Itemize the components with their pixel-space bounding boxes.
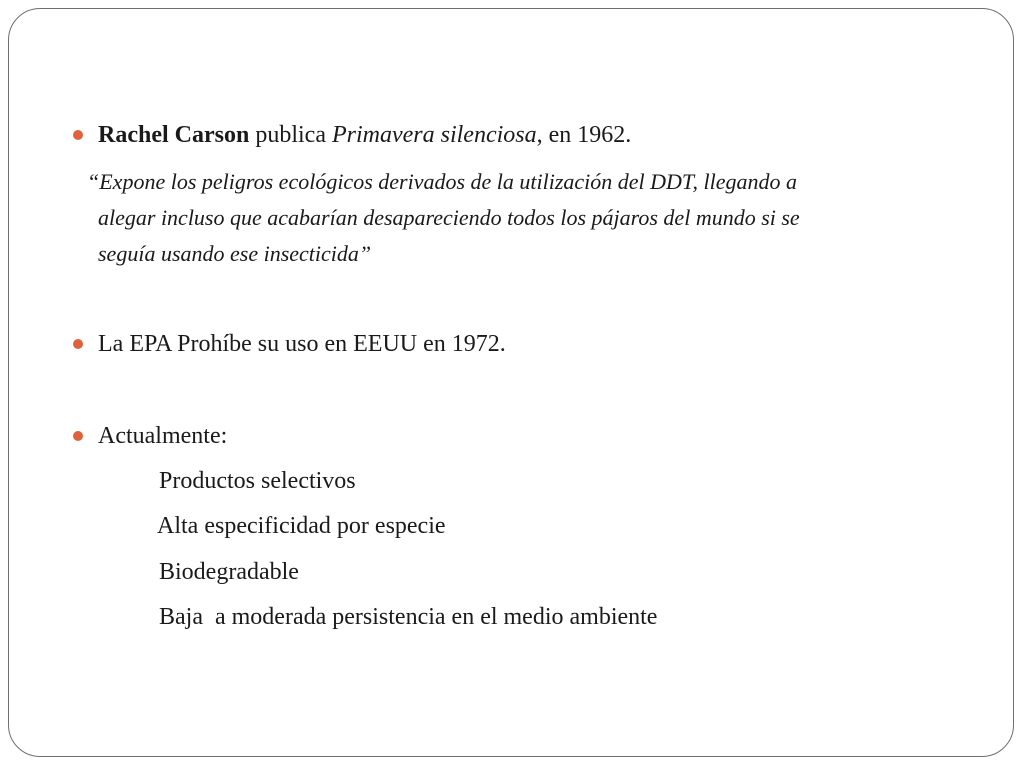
bullet-actualmente: Actualmente: <box>98 423 228 449</box>
book-title: Primavera silenciosa <box>331 122 537 148</box>
bullet-dot <box>73 431 83 441</box>
slide-content <box>9 9 1013 756</box>
bullet-carson <box>98 123 631 147</box>
bullet-epa: La EPA Prohíbe su uso en EEUU en 1972. <box>98 331 506 357</box>
bullet-dot <box>73 339 83 349</box>
author-name: Rachel Carson <box>98 122 250 148</box>
slide-frame <box>8 8 1014 757</box>
quote-line-3: seguía usando ese insecticida” <box>98 241 372 266</box>
sub-item: Baja a moderada persistencia en el medio ambiente <box>159 604 658 630</box>
date-text: , en 1962. <box>536 122 632 148</box>
quote-line-2: alegar incluso que acabarían desapareciendo todos los pájaros del mundo si se <box>98 205 800 230</box>
sub-item: Alta especificidad por especie <box>157 513 446 539</box>
verb-text: publica <box>249 122 332 148</box>
sub-item: Biodegradable <box>159 559 299 585</box>
bullet-dot <box>73 130 83 140</box>
quote-line-1: “Expone los peligros ecológicos derivados de la utilización del DDT, llegando a <box>87 169 798 194</box>
sub-item: Productos selectivos <box>159 468 356 494</box>
